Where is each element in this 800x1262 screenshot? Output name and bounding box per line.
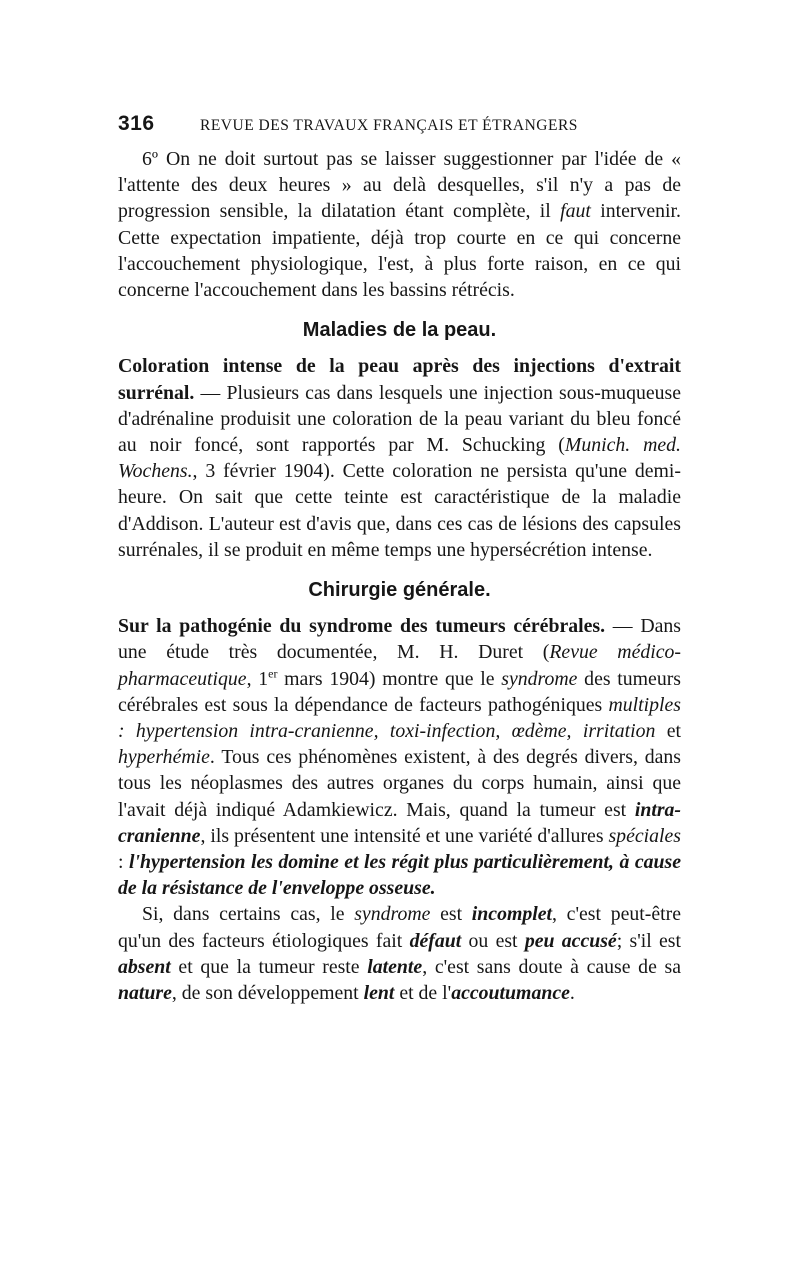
paragraph-text: , c'est sans doute à cause de sa <box>422 955 681 978</box>
running-header <box>118 112 688 136</box>
emphasis: hyperhémie <box>118 746 210 769</box>
emphasis: peu accusé <box>524 929 617 952</box>
page-number: 316 <box>118 112 155 135</box>
paragraph-text: — Plusieurs cas dans lesquels une injection sous-muqueuse d'adrénaline produisit une coloration de la peau variant du bleu foncé au noir foncé, sont rapportés par M. Schucking ( <box>118 381 681 457</box>
paragraph-text: , ils présentent une intensité et une variété d'allures <box>200 824 609 847</box>
citation: Revue médico-pharmaceutique <box>118 641 682 690</box>
emphasis: accoutumance <box>451 982 570 1005</box>
paragraph-text: , de son développement <box>171 982 364 1005</box>
paragraph-text: mars 1904) montre que le <box>277 667 502 690</box>
emphasis: lent <box>363 982 395 1005</box>
paragraph-text: 6º On ne doit surtout pas se laisser suggestionner par l'idée de « l'attente des deux heures » au delà desquelles, s'il n'y a pas de progression sensible, la dilatation étant complète, il <box>118 148 681 223</box>
emphasis: intra-cranienne <box>118 798 681 847</box>
section-heading-surgery: Chirurgie générale. <box>308 579 491 602</box>
paragraph-text: et <box>655 720 681 743</box>
paragraph-text: . Tous ces phénomènes existent, à des degrés divers, dans tous les néoplasmes des autres organes du corps humain, ainsi que l'avait déjà indiqué Adamkiewicz. Mais, quand la tumeur est <box>118 746 681 821</box>
paragraph-text: . <box>569 982 575 1005</box>
emphasis: absent <box>118 955 171 978</box>
paragraph-6 <box>118 146 681 303</box>
emphasis: défaut <box>409 929 462 952</box>
emphasis: syndrome <box>501 667 578 690</box>
emphasis: incomplet <box>471 903 553 926</box>
paragraph-text: Si, dans certains cas, le <box>142 903 355 926</box>
emphasis: multiples : hypertension intra-cranienne, toxi-infection, œdème, irritation <box>118 693 681 743</box>
paragraph-text: , 1 <box>246 667 269 690</box>
citation: Munich. med. Wochens. <box>118 434 682 483</box>
paragraph-text: intervenir. Cette expectation impatiente, déjà trop courte en ce qui concerne l'accouchement physiologique, l'est, à plus forte raison, en ce qui concerne l'accouchement dans les bassins rétrécis. <box>118 200 681 302</box>
paragraph-last <box>118 901 681 1006</box>
superscript: er <box>268 666 278 681</box>
emphasis: nature <box>118 982 172 1005</box>
article-lead: Coloration intense de la peau après des injections d'extrait surrénal. <box>118 355 681 404</box>
emphasis: spéciales <box>608 824 681 847</box>
paragraph-text: est <box>430 903 472 926</box>
paragraph-text: et de l' <box>394 982 452 1005</box>
paragraph-text: ou est <box>461 929 525 952</box>
paragraph-text: — Dans une étude très documentée, M. H. Duret ( <box>118 615 681 664</box>
section-heading-skin: Maladies de la peau. <box>302 319 497 342</box>
emphasis: syndrome <box>354 903 431 926</box>
paragraph-skin-coloration <box>118 353 681 563</box>
article-lead: Sur la pathogénie du syndrome des tumeurs cérébrales. <box>118 615 606 638</box>
emphasis: l'hypertension les domine et les régit plus particulièrement, à cause de la résistance de l'enveloppe osseuse. <box>118 851 681 900</box>
paragraph-text: , c'est peut-être qu'un des facteurs étiologiques fait <box>118 903 681 952</box>
paragraph-text: et que la tumeur reste <box>170 955 368 978</box>
paragraph-tumors <box>118 613 681 901</box>
page-body <box>118 146 681 1006</box>
running-title: REVUE DES TRAVAUX FRANÇAIS ET ÉTRANGERS <box>200 117 578 134</box>
emphasis: faut <box>560 200 591 223</box>
paragraph-text: ; s'il est <box>616 929 682 952</box>
emphasis: latente <box>367 955 423 978</box>
paragraph-text: : <box>118 851 129 874</box>
paragraph-text: , 3 février 1904). Cette coloration ne persista qu'une demi-heure. On sait que cette teinte est caractéristique de la maladie d'Addison. L'auteur est d'avis que, dans ces cas de lésions des capsules surrénales, il se produit en même temps une hypersécrétion intense. <box>118 460 681 561</box>
paragraph-text: des tumeurs cérébrales est sous la dépendance de facteurs pathogéniques <box>118 667 681 716</box>
